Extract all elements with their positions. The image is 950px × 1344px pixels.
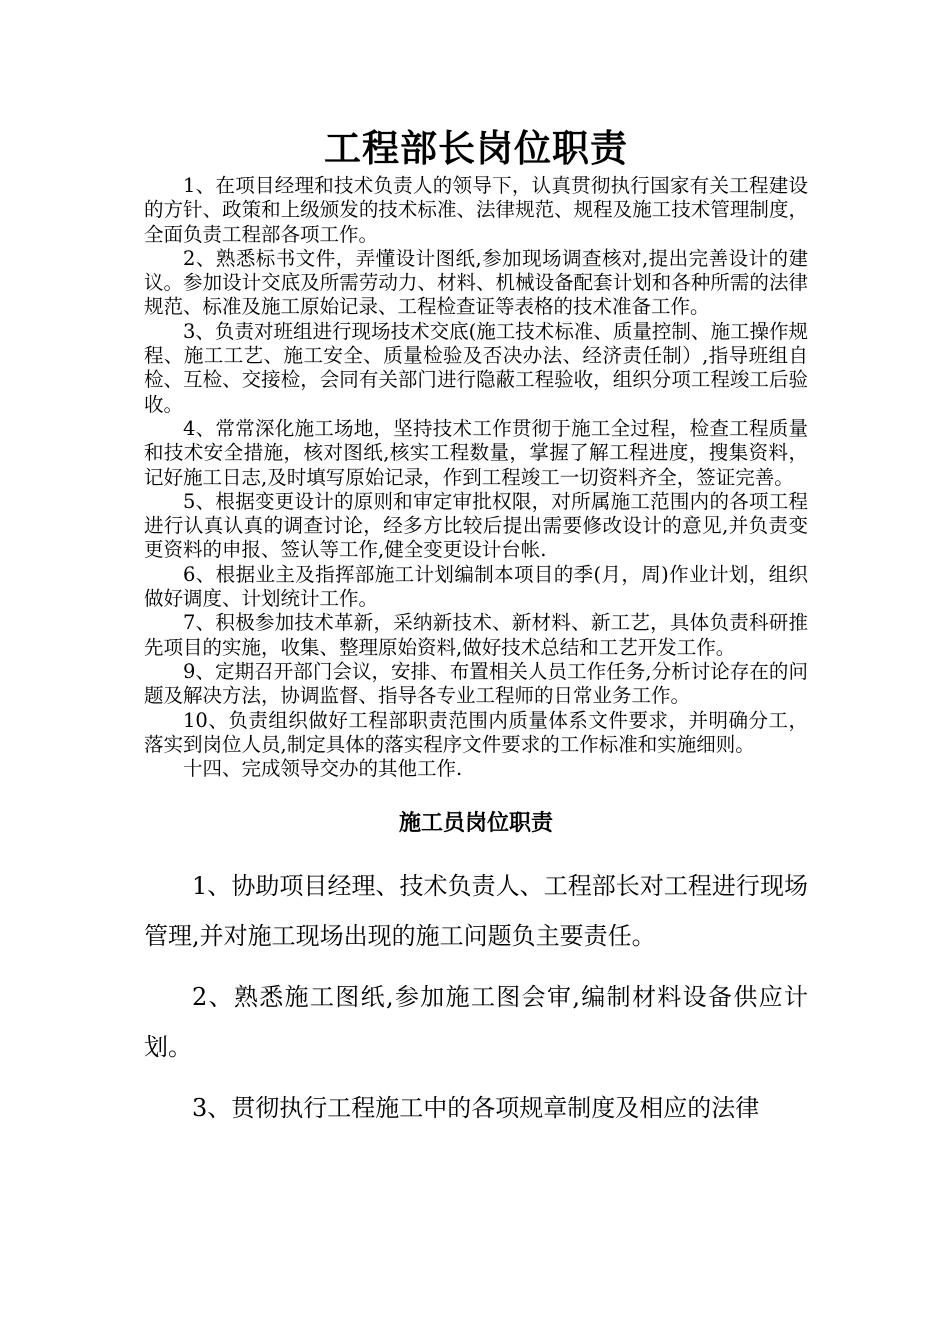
section2-title: 施工员岗位职责: [398, 810, 553, 837]
paragraph: 3、贯彻执行工程施工中的各项规章制度及相应的法律: [192, 1094, 760, 1123]
section1-title: 工程部长岗位职责: [324, 126, 628, 170]
paragraph: 1、协助项目经理、技术负责人、工程部长对工程进行现场管理,并对施工现场出现的施工问题负主要责任。: [144, 872, 808, 951]
paragraph: 3、负责对班组进行现场技术交底(施工技术标准、质量控制、施工操作规程、施工工艺、施工安全、质量检验及否决办法、经济责任制）,指导班组自检、互检、交接检，会同有关部门进行隐蔽工程验收，组织分项工程竣工后验收。: [144, 319, 808, 416]
paragraph: 10、负责组织做好工程部职责范围内质量体系文件要求，并明确分工，落实到岗位人员,制定具体的落实程序文件要求的工作标准和实施细则。: [144, 708, 808, 756]
paragraph: 十四、完成领导交办的其他工作.: [183, 757, 463, 781]
paragraph: 6、根据业主及指挥部施工计划编制本项目的季(月，周)作业计划，组织做好调度、计划统计工作。: [144, 562, 808, 611]
paragraph: 9、定期召开部门会议，安排、布置相关人员工作任务,分析讨论存在的问题及解决方法，协调监督、指导各专业工程师的日常业务工作。: [144, 659, 808, 708]
paragraph: 5、根据变更设计的原则和审定审批权限，对所属施工范围内的各项工程进行认真认真的调查讨论，经多方比较后提出需要修改设计的意见,并负责变更资料的申报、签认等工作,健全变更设计台帐.: [144, 489, 808, 562]
document-content: [144, 124, 808, 1144]
paragraph: 1、在项目经理和技术负责人的领导下，认真贯彻执行国家有关工程建设的方针、政策和上级颁发的技术标准、法律规范、规程及施工技术管理制度，全面负责工程部各项工作。: [144, 174, 808, 246]
paragraph: 2、熟悉施工图纸,参加施工图会审,编制材料设备供应计划。: [144, 983, 808, 1062]
paragraph: 7、积极参加技术革新，采纳新技术、新材料、新工艺，具体负责科研推先项目的实施，收集、整理原始资料,做好技术总结和工艺开发工作。: [144, 611, 808, 659]
paragraph: 2、熟悉标书文件，弄懂设计图纸,参加现场调查核对,提出完善设计的建议。参加设计交底及所需劳动力、材料、机械设备配套计划和各种所需的法律规范、标准及施工原始记录、工程检查证等表格的技术准备工作。: [144, 246, 808, 319]
section2-body: [144, 861, 808, 1144]
paragraph: 4、常常深化施工场地，坚持技术工作贯彻于施工全过程，检查工程质量和技术安全措施，核对图纸,核实工程数量，掌握了解工程进度，搜集资料，记好施工日志,及时填写原始记录，作到工程竣工一切资料齐全，签证完善。: [144, 416, 808, 489]
section1-body: [144, 174, 808, 781]
